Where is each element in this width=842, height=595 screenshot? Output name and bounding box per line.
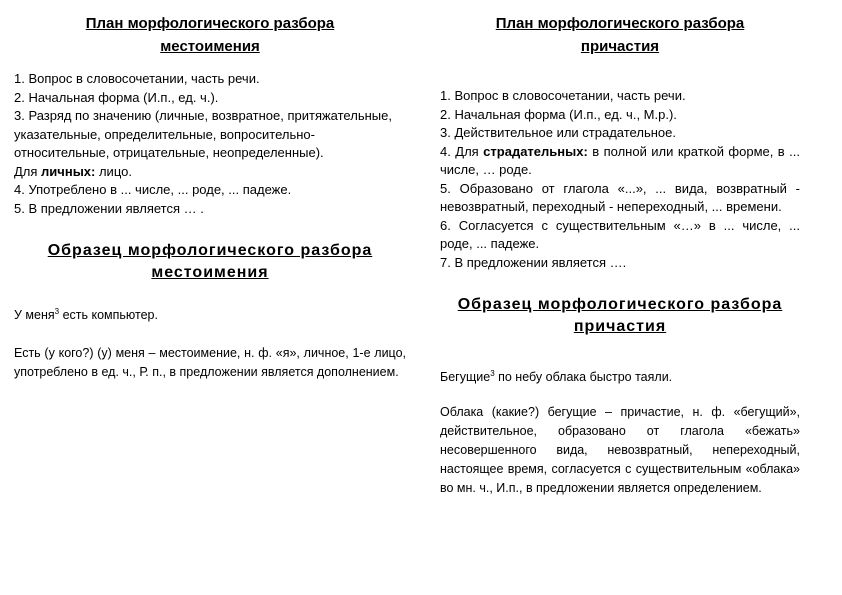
participle-plan-list bbox=[440, 87, 800, 272]
pronoun-sample-title-line1: Образец морфологического разбора bbox=[47, 242, 373, 259]
pronoun-sentence-sup: 3 bbox=[54, 307, 60, 316]
left-column bbox=[14, 0, 406, 382]
participle-plan-item-6: 6. Согласуется с существительным «…» в ... числе, ... роде, ... падеже. bbox=[440, 217, 800, 251]
participle-plan-title-line1: План морфологического разбора bbox=[495, 15, 745, 32]
participle-sentence-after: по небу облака быстро таяли. bbox=[494, 370, 673, 385]
personal-note-prefix: Для bbox=[14, 163, 42, 179]
personal-note-suffix: лицо. bbox=[95, 163, 132, 179]
right-column bbox=[440, 0, 800, 498]
pronoun-plan-item-4: 4. Употреблено в ... числе, ... роде, ... падеже. bbox=[14, 182, 292, 197]
pronoun-plan-title bbox=[14, 12, 406, 58]
pronoun-sample-sentence bbox=[14, 302, 406, 325]
participle-sentence-before: Бегущие bbox=[440, 370, 491, 385]
pronoun-plan-item-1: 1. Вопрос в словосочетании, часть речи. bbox=[14, 71, 260, 86]
pronoun-plan-title-line1: План морфологического разбора bbox=[85, 15, 335, 32]
participle-plan-item-4 bbox=[440, 143, 800, 180]
participle-sentence-sup: 3 bbox=[490, 369, 495, 378]
participle-plan-item-2: 2. Начальная форма (И.п., ед. ч., М.р.). bbox=[440, 106, 677, 122]
participle-sample-title-line2: причастия bbox=[573, 318, 667, 335]
pronoun-sentence-before: У меня bbox=[14, 308, 55, 323]
participle-plan-title bbox=[440, 12, 800, 58]
participle-sample-sentence bbox=[440, 364, 800, 387]
item4-prefix: 4. Для bbox=[440, 143, 484, 159]
pronoun-sample-analysis: Есть (у кого?) (у) меня – местоимение, н. ф. «я», личное, 1-е лицо, употреблено в ед. ч., Р. п., в предложении является дополнением. bbox=[14, 346, 406, 380]
pronoun-plan-personal-note bbox=[14, 163, 406, 182]
participle-sample-title bbox=[440, 294, 800, 338]
pronoun-sample-title-line2: местоимения bbox=[151, 264, 269, 281]
pronoun-sentence-after: есть компьютер. bbox=[59, 308, 158, 323]
participle-plan-item-3: 3. Действительное или страдательное. bbox=[440, 125, 676, 140]
pronoun-plan-item-3: 3. Разряд по значению (личные, возвратное, притяжательные, указательные, определительные, вопросительно-относительные, отрицательные, неопределенные). bbox=[14, 108, 392, 160]
pronoun-plan-title-line2: местоимения bbox=[160, 38, 260, 55]
item4-bold: страдательных: bbox=[483, 143, 588, 159]
participle-plan-title-line2: причастия bbox=[580, 38, 660, 55]
participle-plan-item-7: 7. В предложении является …. bbox=[440, 254, 627, 270]
participle-sample-title-line1: Образец морфологического разбора bbox=[457, 296, 783, 313]
pronoun-plan-list bbox=[14, 70, 406, 218]
participle-sample-analysis: Облака (какие?) бегущие – причастие, н. ф. «бегущий», действительное, образовано от глагола «бежать» несовершенного вида, невозвратный, непереходный, настоящее время, согласуется с существительным «облака» во мн. ч., И.п., в предложении является определением. bbox=[440, 405, 800, 496]
pronoun-sample-title bbox=[14, 240, 406, 284]
pronoun-plan-item-5: 5. В предложении является … . bbox=[14, 200, 204, 216]
item4-suffix: в полной или краткой форме, в ... числе, … роде. bbox=[440, 143, 800, 177]
personal-note-bold: личных: bbox=[41, 163, 96, 179]
participle-plan-item-5: 5. Образовано от глагола «...», ... вида, возвратный - невозвратный, переходный - непереходный, ... времени. bbox=[440, 180, 800, 214]
pronoun-plan-item-2: 2. Начальная форма (И.п., ед. ч.). bbox=[14, 89, 219, 105]
participle-plan-item-1: 1. Вопрос в словосочетании, часть речи. bbox=[440, 88, 686, 103]
